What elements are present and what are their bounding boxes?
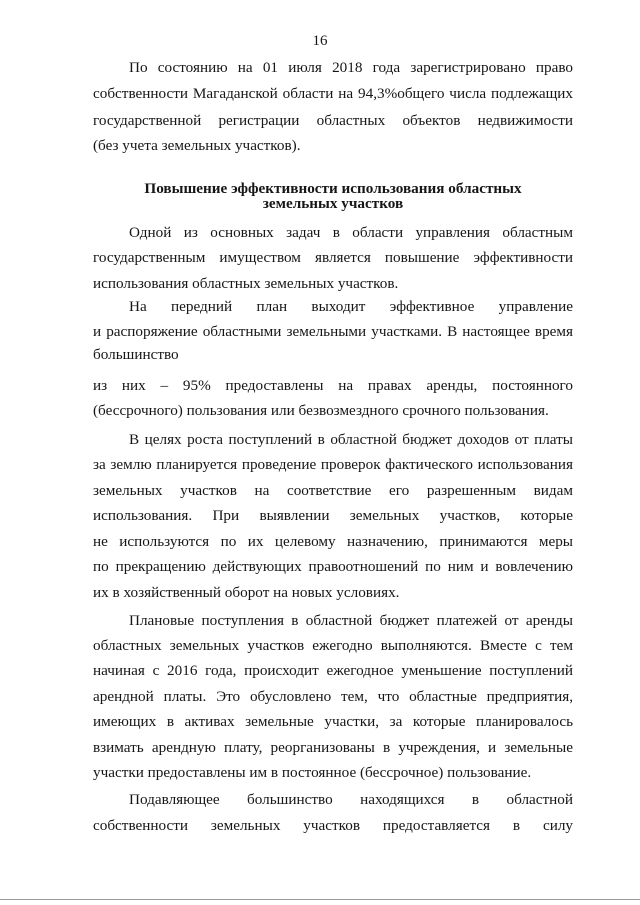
text-line: областных земельных участков ежегодно выполняются. Вместе с тем [93,637,573,654]
text-line: взимать арендную плату, реорганизованы в учреждения, и земельные [93,739,573,756]
text-line: и распоряжение областными земельными участками. В настоящее время [93,323,573,340]
text-line: (бессрочного) пользования или безвозмездного срочного пользования. [93,402,549,419]
text-line: использования. При выявлении земельных участков, которые [93,507,573,524]
text-line: В целях роста поступлений в областной бюджет доходов от платы [129,431,573,448]
text-line: государственным имуществом является повышение эффективности [93,249,573,266]
heading-line: земельных участков [262,195,404,212]
text-line: Подавляющее большинство находящихся в областной [129,791,573,808]
text-line: На передний план выходит эффективное управление [129,298,573,315]
text-line: из них – 95% предоставлены на правах аренды, постоянного [93,377,573,394]
text-line: начиная с 2016 года, происходит ежегодное уменьшение поступлений [93,662,573,679]
text-line: земельных участков на соответствие его разрешенным видам [93,482,573,499]
text-line: собственности Магаданской области на 94,3%общего числа подлежащих [93,85,573,102]
text-line: большинство [93,346,179,363]
text-line: арендной платы. Это обусловлено тем, что областные предприятия, [93,688,573,705]
heading-line: Повышение эффективности использования областных [144,180,522,197]
text-line: (без учета земельных участков). [93,137,301,154]
page-number: 16 [312,33,328,49]
text-line: их в хозяйственный оборот на новых условиях. [93,584,400,601]
text-line: собственности земельных участков предоставляется в силу [93,817,573,834]
text-line: государственной регистрации областных объектов недвижимости [93,112,573,129]
text-line: не используются по их целевому назначению, принимаются меры [93,533,573,550]
text-line: Плановые поступления в областной бюджет платежей от аренды [129,612,573,629]
text-line: Одной из основных задач в области управления областным [129,224,573,241]
text-line: По состоянию на 01 июля 2018 года зарегистрировано право [129,59,573,76]
text-line: имеющих в активах земельные участки, за которые планировалось [93,713,573,730]
text-line: за землю планируется проведение проверок фактического использования [93,456,573,473]
text-line: использования областных земельных участков. [93,275,399,292]
page-bottom-edge [0,899,640,900]
text-line: по прекращению действующих правоотношений по ним и вовлечению [93,558,573,575]
text-line: участки предоставлены им в постоянное (бессрочное) пользование. [93,764,532,781]
